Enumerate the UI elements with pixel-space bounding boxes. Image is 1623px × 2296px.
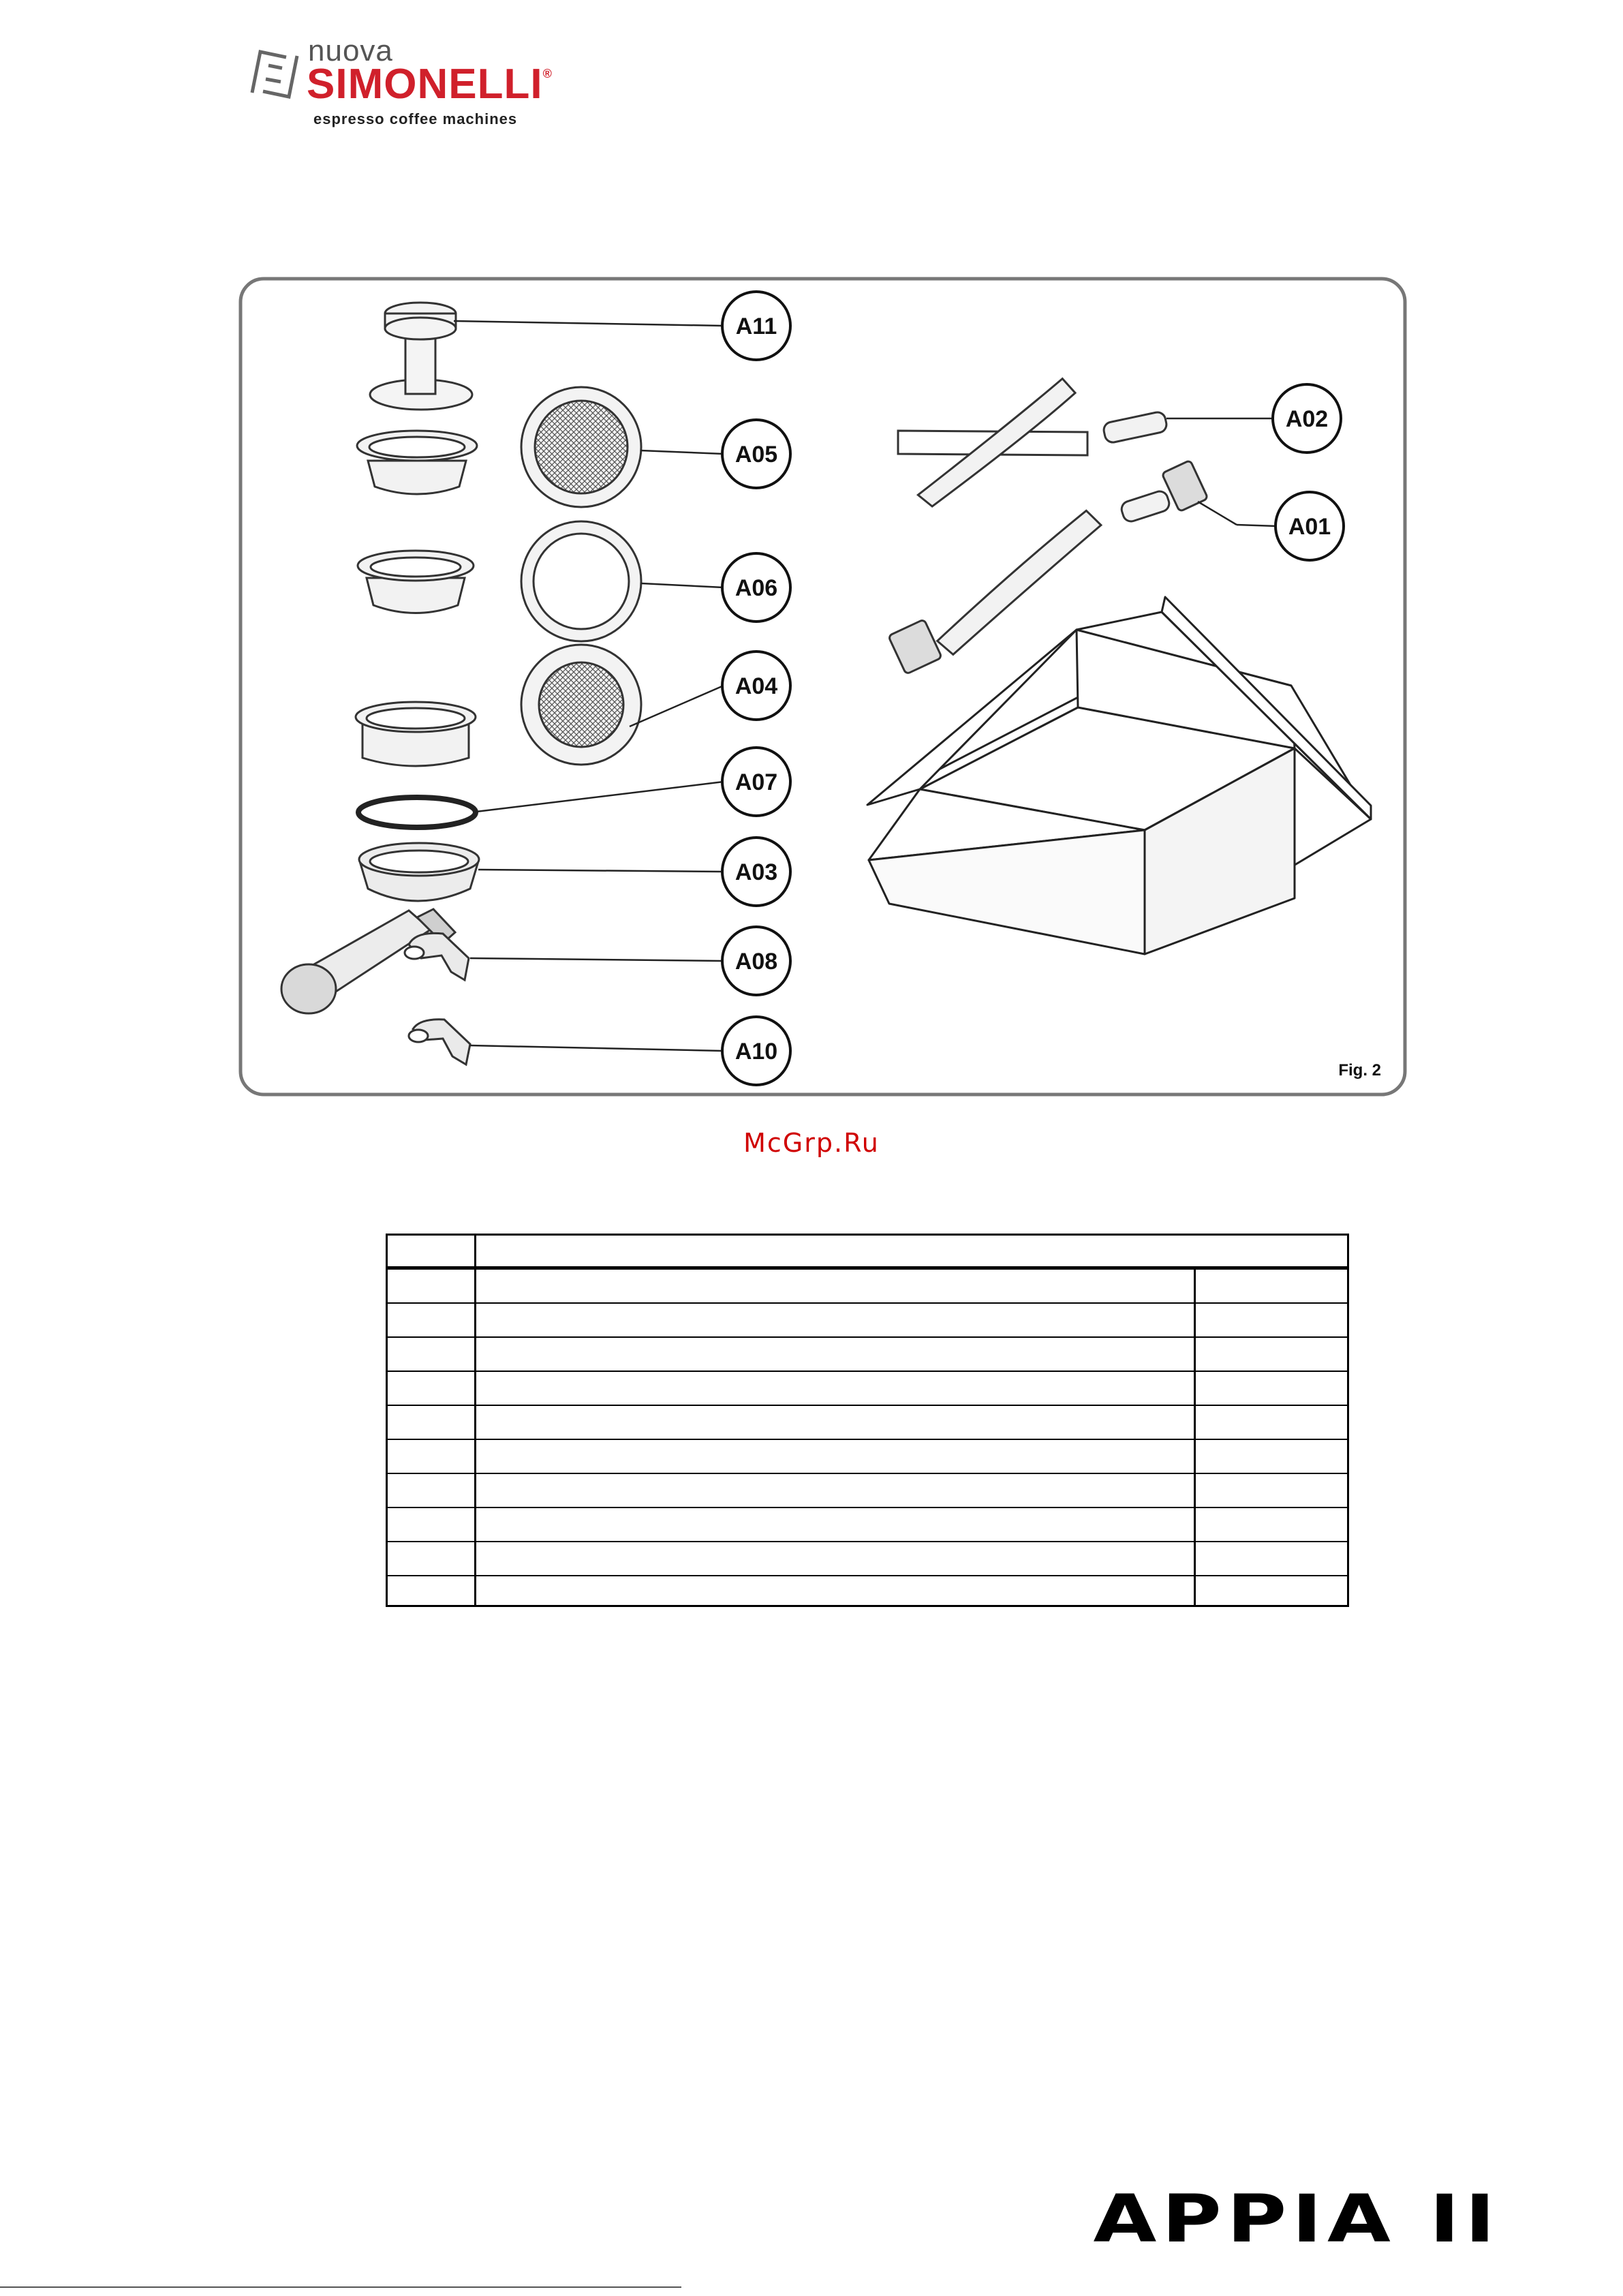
table-row — [388, 1371, 1347, 1405]
filter-disc-a06 — [521, 521, 641, 641]
table-row — [388, 1439, 1347, 1473]
table-header-cell — [388, 1236, 476, 1266]
callout-a08: A08 — [735, 949, 778, 975]
table-row — [388, 1541, 1347, 1575]
callout-a04: A04 — [735, 673, 778, 699]
footer-divider — [0, 2286, 681, 2288]
table-row — [388, 1473, 1347, 1507]
logo-tagline: espresso coffee machines — [313, 110, 518, 127]
filter-disc-a04 — [521, 645, 641, 765]
accessories-figure — [238, 277, 1407, 1097]
callout-a03: A03 — [735, 859, 778, 885]
figure-caption: Fig. 2 — [1338, 1061, 1381, 1080]
callout-a10: A10 — [735, 1039, 778, 1065]
callout-a01: A01 — [1288, 514, 1331, 540]
callout-a06: A06 — [735, 575, 778, 601]
callout-a05: A05 — [735, 442, 778, 468]
watermark: McGrp.Ru — [743, 1128, 880, 1158]
table-row — [388, 1336, 1347, 1371]
table-row — [388, 1268, 1347, 1302]
parts-table — [386, 1234, 1349, 1607]
table-header-row — [388, 1236, 1347, 1268]
logo-mark-icon — [245, 45, 304, 104]
callout-a07: A07 — [735, 769, 778, 795]
product-logo: APPIA II — [1093, 2181, 1500, 2257]
filter-disc-a05 — [521, 387, 641, 507]
figure-drawing — [238, 277, 1407, 1097]
table-row — [388, 1575, 1347, 1605]
basket-blind-drawing — [358, 551, 474, 613]
logo-small-text: nuova — [308, 34, 393, 67]
brand-logo — [245, 34, 586, 127]
basket-single-drawing — [356, 702, 476, 766]
logo-brand-text: SIMONELLI® — [307, 61, 553, 108]
basket-double-drawing — [357, 431, 477, 494]
callout-a02: A02 — [1285, 406, 1329, 432]
table-row — [388, 1405, 1347, 1439]
callout-a11: A11 — [735, 313, 777, 339]
table-row — [388, 1507, 1347, 1541]
table-row — [388, 1302, 1347, 1336]
